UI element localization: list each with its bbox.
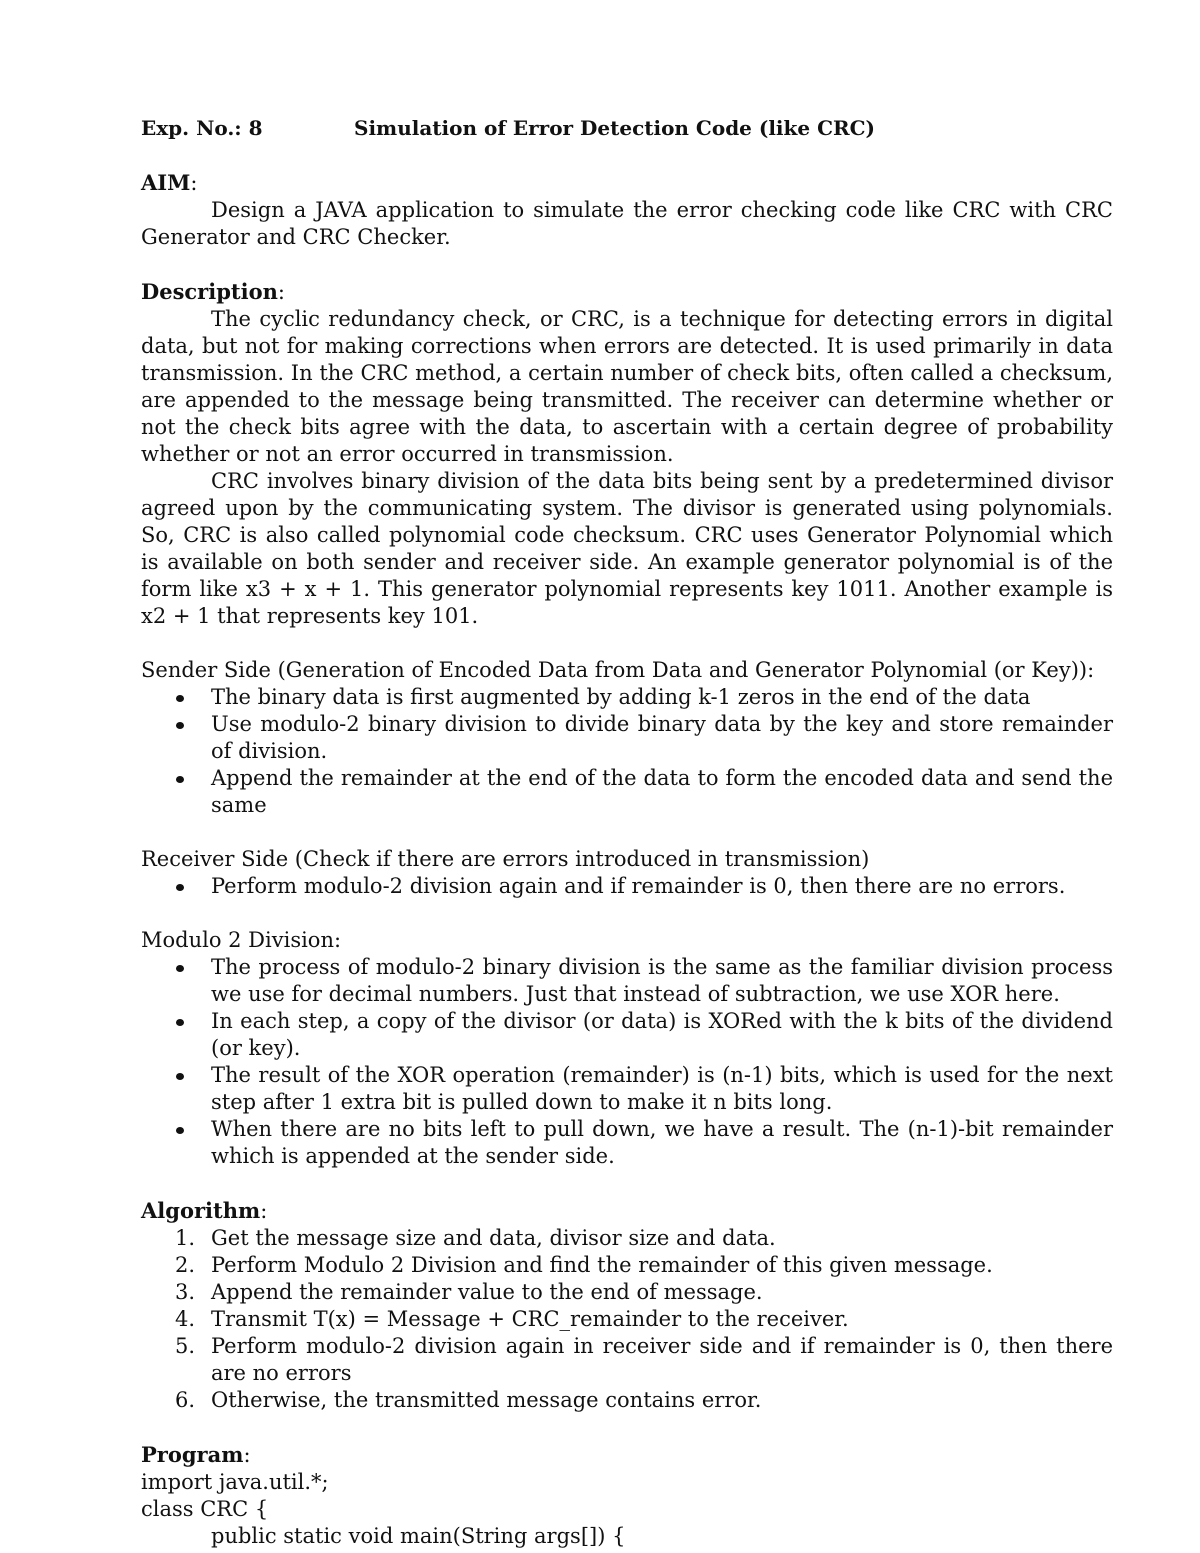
list-item: Use modulo-2 binary division to divide binary data by the key and store remainder of division. bbox=[141, 711, 1113, 765]
aim-heading: AIM bbox=[141, 170, 191, 195]
receiver-section bbox=[141, 846, 1113, 900]
modulo-section bbox=[141, 927, 1113, 1170]
description-paragraph-2: CRC involves binary division of the data bits being sent by a predetermined divisor agreed upon by the communicating system. The divisor is generated using polynomials. So, CRC is also called polynomial code checksum. CRC uses Generator Polynomial which is available on both sender and receiver side. An example generator polynomial is of the form like x3 + x + 1. This generator polynomial represents key 1011. Another example is x2 + 1 that represents key 101. bbox=[141, 469, 1113, 628]
sender-list bbox=[141, 684, 1113, 819]
code-line: public static void main(String args[]) { bbox=[211, 1524, 626, 1548]
description-paragraph-1: The cyclic redundancy check, or CRC, is a technique for detecting errors in digital data, but not for making corrections when errors are detected. It is used primarily in data transmission. In the CRC method, a certain number of check bits, often called a checksum, are appended to the message being transmitted. The receiver can determine whether or not the check bits agree with the data, to ascertain with a certain degree of probability whether or not an error occurred in transmission. bbox=[141, 307, 1113, 466]
list-item: 6. Otherwise, the transmitted message contains error. bbox=[175, 1388, 762, 1412]
bullet-icon bbox=[176, 695, 184, 702]
algorithm-section: Algorithm: 1. Get the message size and data, divisor size and data. 2. Perform Modulo 2 Division and find the remainder of this given message. 3. Append the remainder value to the end of message. 4. Transmit T(x) = Message + CRC_remainder to the receiver. 5. Perform modulo-2 division again in receiver side and if remainder is 0, then there are no errors 6. Otherwise, the transmitted message contains error. bbox=[141, 1198, 1113, 1412]
algorithm-steps bbox=[141, 1225, 1113, 1414]
receiver-list bbox=[141, 873, 1113, 900]
sender-section bbox=[141, 657, 1113, 819]
bullet-icon bbox=[176, 884, 184, 891]
bullet-icon bbox=[176, 1127, 184, 1134]
list-item: In each step, a copy of the divisor (or data) is XORed with the k bits of the dividend (or key). bbox=[141, 1008, 1113, 1062]
document-page bbox=[141, 115, 1113, 1550]
list-item: 1. Get the message size and data, divisor size and data. bbox=[175, 1226, 776, 1250]
aim-text: Design a JAVA application to simulate the error checking code like CRC with CRC Generator and CRC Checker. bbox=[141, 198, 1113, 249]
list-item: The binary data is first augmented by adding k-1 zeros in the end of the data bbox=[141, 684, 1113, 711]
list-item: 5. Perform modulo-2 division again in receiver side and if remainder is 0, then there are no errors bbox=[175, 1334, 1113, 1385]
list-item: Perform modulo-2 division again and if remainder is 0, then there are no errors. bbox=[141, 873, 1113, 900]
sender-heading: Sender Side (Generation of Encoded Data from Data and Generator Polynomial (or Key)): bbox=[141, 658, 1095, 682]
list-item: When there are no bits left to pull down, we have a result. The (n-1)-bit remainder which is appended at the sender side. bbox=[141, 1116, 1113, 1170]
bullet-icon bbox=[176, 1073, 184, 1080]
aim-section: AIM: Design a JAVA application to simulate the error checking code like CRC with CRC Generator and CRC Checker. bbox=[141, 170, 1113, 249]
title-row bbox=[141, 115, 1113, 142]
list-item: 3. Append the remainder value to the end of message. bbox=[175, 1280, 763, 1304]
description-section: Description: The cyclic redundancy check, or CRC, is a technique for detecting errors in digital data, but not for making corrections when errors are detected. It is used primarily in data transmission. In the CRC method, a certain number of check bits, often called a checksum, are appended to the message being transmitted. The receiver can determine whether or not the check bits agree with the data, to ascertain with a certain degree of probability whether or not an error occurred in transmission. CRC involves binary division of the data bits being sent by a predetermined divisor agreed upon by the communicating system. The divisor is generated using polynomials. So, CRC is also called polynomial code checksum. CRC uses Generator Polynomial which is available on both sender and receiver side. An example generator polynomial is of the form like x3 + x + 1. This generator polynomial represents key 1011. Another example is x2 + 1 that represents key 101. bbox=[141, 279, 1113, 628]
list-item: 2. Perform Modulo 2 Division and find the remainder of this given message. bbox=[175, 1253, 993, 1277]
bullet-icon bbox=[176, 1019, 184, 1026]
experiment-number: Exp. No.: 8 bbox=[141, 116, 263, 140]
bullet-icon bbox=[176, 965, 184, 972]
bullet-icon bbox=[176, 776, 184, 783]
bullet-icon bbox=[176, 722, 184, 729]
program-heading: Program bbox=[141, 1442, 244, 1467]
code-line: class CRC { bbox=[141, 1497, 269, 1521]
list-item: The process of modulo-2 binary division is the same as the familiar division process we use for decimal numbers. Just that instead of subtraction, we use XOR here. bbox=[141, 954, 1113, 1008]
code-line: import java.util.*; bbox=[141, 1470, 329, 1494]
list-item: 4. Transmit T(x) = Message + CRC_remainder to the receiver. bbox=[175, 1307, 849, 1331]
experiment-title: Simulation of Error Detection Code (like CRC) bbox=[354, 116, 875, 140]
algorithm-heading: Algorithm bbox=[141, 1198, 261, 1223]
program-section: Program: import java.util.*; class CRC { public static void main(String args[]) { bbox=[141, 1441, 1113, 1550]
receiver-heading: Receiver Side (Check if there are errors introduced in transmission) bbox=[141, 847, 870, 871]
list-item: Append the remainder at the end of the data to form the encoded data and send the same bbox=[141, 765, 1113, 819]
modulo-heading: Modulo 2 Division: bbox=[141, 928, 342, 952]
list-item: The result of the XOR operation (remainder) is (n-1) bits, which is used for the next step after 1 extra bit is pulled down to make it n bits long. bbox=[141, 1062, 1113, 1116]
description-heading: Description bbox=[141, 279, 278, 304]
modulo-list bbox=[141, 954, 1113, 1170]
